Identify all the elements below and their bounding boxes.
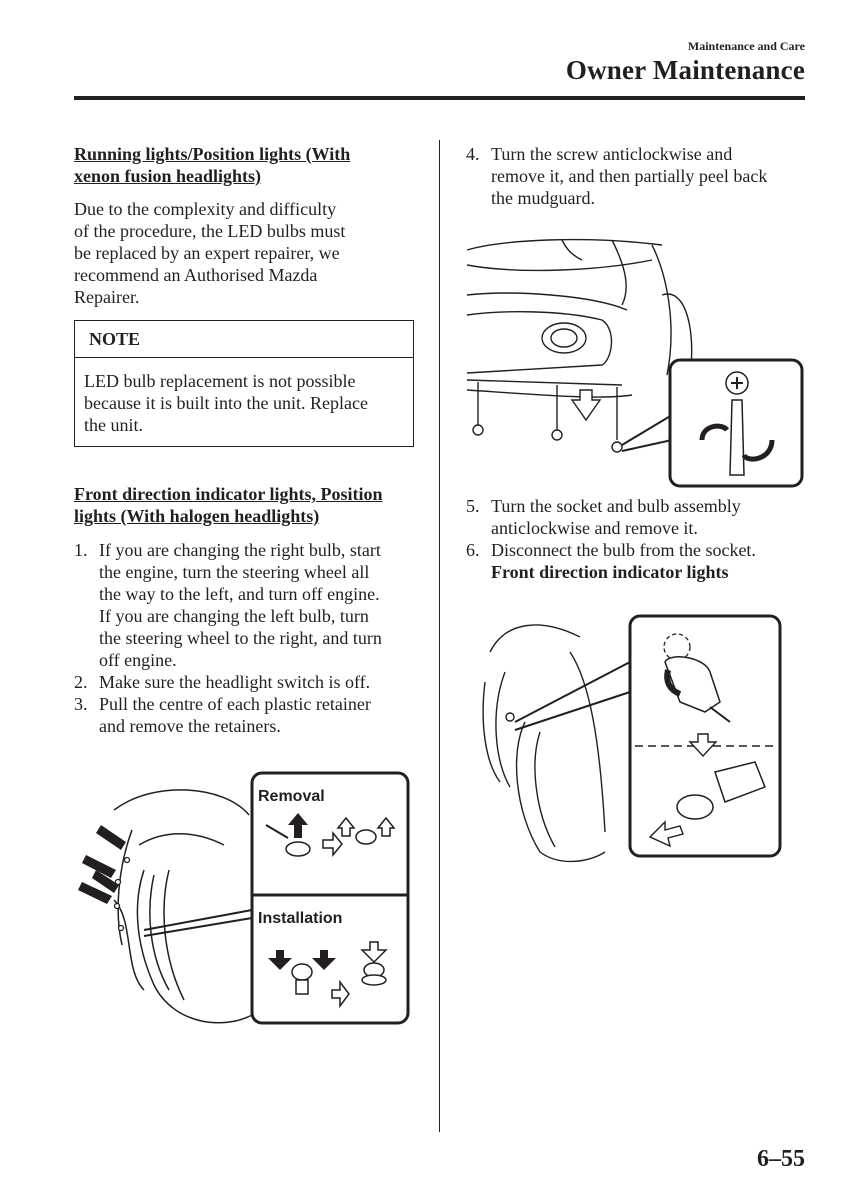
step-line: the engine, turn the steering wheel all	[99, 562, 370, 582]
note-line: the unit.	[84, 415, 143, 435]
retainer-figure	[74, 770, 414, 1030]
step-line: anticlockwise and remove it.	[491, 518, 698, 538]
removal-label: Removal	[258, 788, 325, 805]
step-3	[74, 693, 419, 737]
bulb-socket-figure	[480, 612, 785, 867]
bumper-drawing	[467, 240, 692, 398]
note-line: LED bulb replacement is not possible	[84, 371, 356, 391]
heading-front-indicator-line1: Front direction indicator lights, Position	[74, 484, 383, 504]
mudguard-figure	[462, 235, 807, 490]
step-2	[74, 671, 419, 693]
step-number: 3.	[74, 694, 88, 714]
paragraph-line: of the procedure, the LED bulbs must	[74, 221, 346, 241]
step-line: the steering wheel to the right, and turn	[99, 628, 382, 648]
step-number: 6.	[466, 540, 480, 560]
step-line: remove it, and then partially peel back	[491, 166, 768, 186]
step-number: 4.	[466, 144, 480, 164]
step-line: Turn the socket and bulb assembly	[491, 496, 741, 516]
subheading-front-indicator: Front direction indicator lights	[491, 562, 729, 582]
note-box	[74, 320, 414, 447]
step-6	[466, 539, 816, 583]
wheel-arch-drawing	[483, 625, 605, 861]
inset-frame	[252, 773, 408, 1023]
step-line: the way to the left, and turn off engine.	[99, 584, 380, 604]
heading-running-lights-line1: Running lights/Position lights (With	[74, 144, 351, 164]
step-line: the mudguard.	[491, 188, 595, 208]
installation-label: Installation	[258, 910, 343, 927]
step-number: 5.	[466, 496, 480, 516]
step-line: Disconnect the bulb from the socket.	[491, 540, 756, 560]
step-number: 2.	[74, 672, 88, 692]
note-title: NOTE	[75, 321, 413, 358]
note-line: because it is built into the unit. Replace	[84, 393, 368, 413]
paragraph-line: Repairer.	[74, 287, 140, 307]
step-line: If you are changing the right bulb, start	[99, 540, 381, 560]
step-4	[466, 143, 816, 209]
section-label: Maintenance and Care	[687, 39, 805, 53]
header-rule	[74, 96, 805, 100]
heading-front-indicator-line2: lights (With halogen headlights)	[74, 506, 320, 526]
paragraph-line: Due to the complexity and difficulty	[74, 199, 337, 219]
step-line: Turn the screw anticlockwise and	[491, 144, 733, 164]
bulb-shape	[677, 795, 713, 819]
step-line: off engine.	[99, 650, 177, 670]
fender-drawing	[114, 790, 252, 1023]
paragraph-line: recommend an Authorised Mazda	[74, 265, 318, 285]
page-number: 6–55	[757, 1146, 805, 1172]
step-line: If you are changing the left bulb, turn	[99, 606, 369, 626]
step-number: 1.	[74, 540, 88, 560]
arrow-icon	[96, 825, 126, 850]
down-arrow-icon	[572, 390, 600, 420]
note-body	[84, 370, 407, 436]
step-1	[74, 539, 419, 671]
column-divider	[439, 140, 440, 1132]
paragraph-line: be replaced by an expert repairer, we	[74, 243, 340, 263]
heading-running-lights-line2: xenon fusion headlights)	[74, 166, 262, 186]
step-5	[466, 495, 816, 539]
page-title: Owner Maintenance	[565, 55, 805, 85]
step-line: Make sure the headlight switch is off.	[99, 672, 371, 692]
step-line: Pull the centre of each plastic retainer	[99, 694, 371, 714]
step-line: and remove the retainers.	[99, 716, 281, 736]
